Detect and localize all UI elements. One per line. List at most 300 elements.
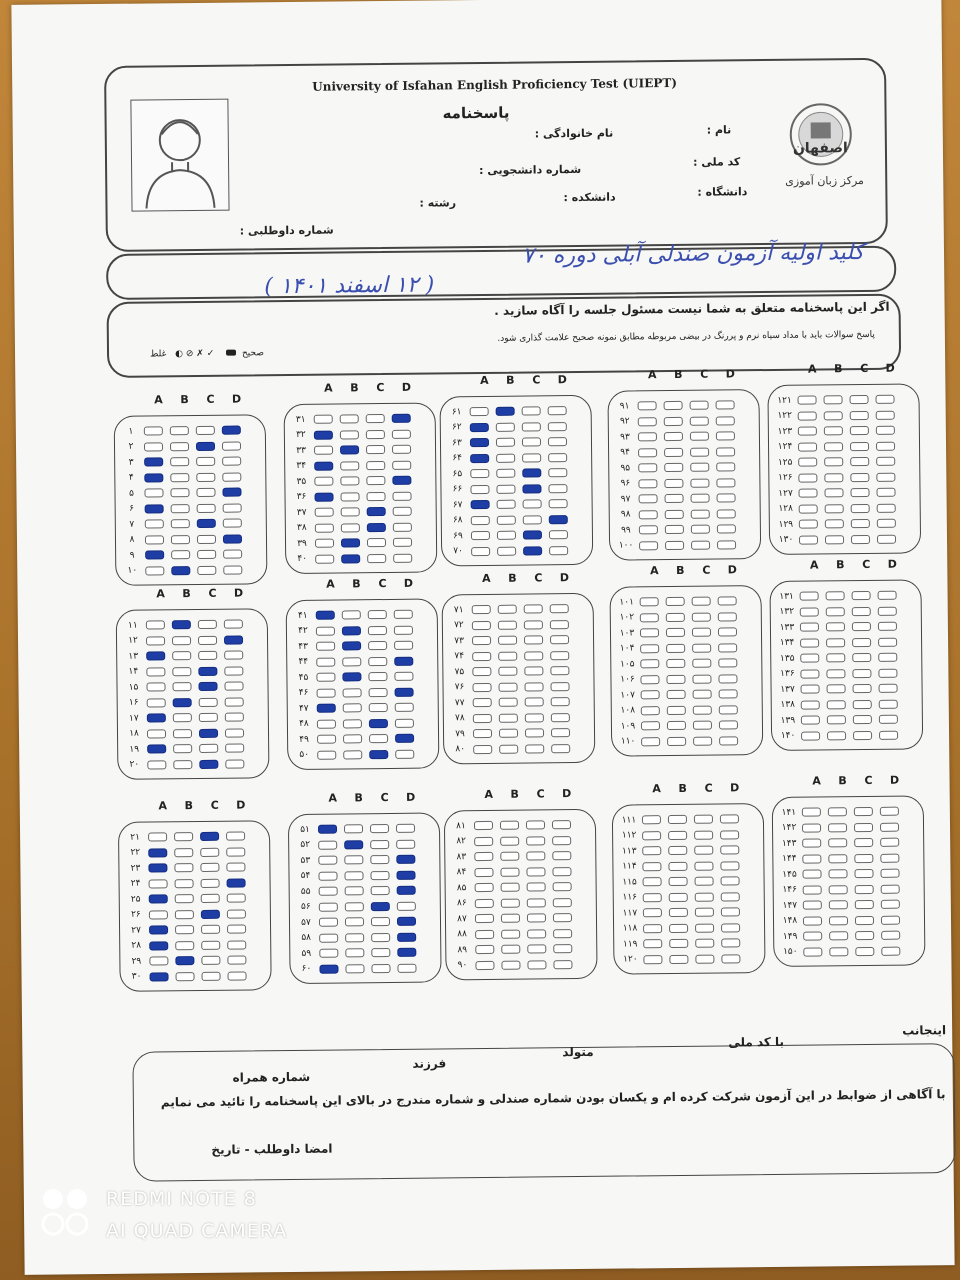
answer-bubble-c[interactable] <box>201 909 220 918</box>
answer-bubble-d[interactable] <box>227 955 246 964</box>
answer-bubble-b[interactable] <box>665 525 684 534</box>
answer-bubble-b[interactable] <box>667 736 686 745</box>
answer-bubble-c[interactable] <box>851 534 870 543</box>
answer-bubble-a[interactable] <box>318 871 337 880</box>
answer-bubble-c[interactable] <box>692 674 711 683</box>
answer-bubble-a[interactable] <box>803 900 822 909</box>
answer-bubble-d[interactable] <box>392 491 411 500</box>
answer-bubble-a[interactable] <box>470 422 489 431</box>
answer-bubble-a[interactable] <box>145 535 164 544</box>
answer-bubble-a[interactable] <box>470 469 489 478</box>
answer-bubble-d[interactable] <box>395 749 414 758</box>
answer-bubble-a[interactable] <box>474 836 493 845</box>
answer-bubble-a[interactable] <box>639 541 658 550</box>
answer-bubble-d[interactable] <box>227 878 246 887</box>
answer-bubble-c[interactable] <box>850 488 869 497</box>
answer-bubble-b[interactable] <box>499 713 518 722</box>
answer-bubble-a[interactable] <box>314 415 333 424</box>
answer-bubble-d[interactable] <box>227 893 246 902</box>
answer-bubble-c[interactable] <box>370 855 389 864</box>
answer-bubble-d[interactable] <box>550 604 569 613</box>
answer-bubble-d[interactable] <box>551 744 570 753</box>
answer-bubble-a[interactable] <box>316 673 335 682</box>
answer-bubble-a[interactable] <box>472 667 491 676</box>
answer-bubble-d[interactable] <box>226 847 245 856</box>
answer-bubble-d[interactable] <box>226 863 245 872</box>
answer-bubble-d[interactable] <box>879 699 898 708</box>
answer-bubble-c[interactable] <box>368 672 387 681</box>
answer-bubble-b[interactable] <box>343 719 362 728</box>
answer-bubble-c[interactable] <box>197 503 216 512</box>
answer-bubble-d[interactable] <box>877 519 896 528</box>
answer-bubble-b[interactable] <box>501 898 520 907</box>
answer-bubble-b[interactable] <box>172 667 191 676</box>
answer-bubble-c[interactable] <box>368 641 387 650</box>
answer-bubble-d[interactable] <box>720 814 739 823</box>
answer-bubble-c[interactable] <box>854 853 873 862</box>
answer-bubble-d[interactable] <box>394 672 413 681</box>
answer-bubble-a[interactable] <box>641 706 660 715</box>
answer-bubble-d[interactable] <box>717 524 736 533</box>
answer-bubble-b[interactable] <box>500 821 519 830</box>
answer-bubble-b[interactable] <box>498 667 517 676</box>
answer-bubble-b[interactable] <box>342 672 361 681</box>
answer-bubble-b[interactable] <box>345 933 364 942</box>
answer-bubble-b[interactable] <box>826 638 845 647</box>
answer-bubble-c[interactable] <box>852 653 871 662</box>
answer-bubble-c[interactable] <box>850 426 869 435</box>
answer-bubble-c[interactable] <box>850 395 869 404</box>
answer-bubble-c[interactable] <box>855 915 874 924</box>
answer-bubble-b[interactable] <box>345 964 364 973</box>
answer-bubble-c[interactable] <box>369 719 388 728</box>
answer-bubble-a[interactable] <box>147 744 166 753</box>
answer-bubble-c[interactable] <box>201 940 220 949</box>
answer-bubble-b[interactable] <box>173 760 192 769</box>
answer-bubble-b[interactable] <box>825 519 844 528</box>
answer-bubble-a[interactable] <box>145 566 164 575</box>
answer-bubble-c[interactable] <box>196 472 215 481</box>
answer-bubble-c[interactable] <box>523 530 542 539</box>
answer-bubble-c[interactable] <box>855 931 874 940</box>
answer-bubble-a[interactable] <box>799 504 818 513</box>
answer-bubble-c[interactable] <box>522 484 541 493</box>
answer-bubble-d[interactable] <box>717 509 736 518</box>
answer-bubble-c[interactable] <box>370 870 389 879</box>
answer-bubble-a[interactable] <box>319 887 338 896</box>
answer-bubble-a[interactable] <box>144 442 163 451</box>
answer-bubble-d[interactable] <box>549 515 568 524</box>
answer-bubble-c[interactable] <box>523 546 542 555</box>
answer-bubble-b[interactable] <box>667 721 686 730</box>
answer-bubble-a[interactable] <box>474 821 493 830</box>
answer-bubble-d[interactable] <box>222 457 241 466</box>
answer-bubble-b[interactable] <box>669 877 688 886</box>
answer-bubble-d[interactable] <box>397 932 416 941</box>
answer-bubble-c[interactable] <box>852 668 871 677</box>
answer-bubble-c[interactable] <box>692 643 711 652</box>
answer-bubble-b[interactable] <box>665 494 684 503</box>
answer-bubble-a[interactable] <box>640 613 659 622</box>
answer-bubble-d[interactable] <box>225 697 244 706</box>
answer-bubble-d[interactable] <box>552 836 571 845</box>
answer-bubble-a[interactable] <box>470 484 489 493</box>
answer-bubble-c[interactable] <box>695 954 714 963</box>
answer-bubble-a[interactable] <box>149 956 168 965</box>
answer-bubble-c[interactable] <box>200 847 219 856</box>
answer-bubble-d[interactable] <box>397 948 416 957</box>
answer-bubble-d[interactable] <box>880 807 899 816</box>
answer-bubble-a[interactable] <box>638 463 657 472</box>
answer-bubble-c[interactable] <box>690 432 709 441</box>
answer-bubble-c[interactable] <box>695 892 714 901</box>
answer-bubble-b[interactable] <box>345 886 364 895</box>
answer-bubble-c[interactable] <box>695 908 714 917</box>
answer-bubble-c[interactable] <box>693 736 712 745</box>
answer-bubble-d[interactable] <box>553 898 572 907</box>
answer-bubble-c[interactable] <box>855 946 874 955</box>
answer-bubble-c[interactable] <box>370 839 389 848</box>
answer-bubble-b[interactable] <box>170 488 189 497</box>
answer-bubble-d[interactable] <box>551 697 570 706</box>
answer-bubble-c[interactable] <box>852 606 871 615</box>
answer-bubble-a[interactable] <box>149 910 168 919</box>
answer-bubble-b[interactable] <box>825 535 844 544</box>
answer-bubble-c[interactable] <box>196 457 215 466</box>
answer-bubble-d[interactable] <box>879 684 898 693</box>
answer-bubble-c[interactable] <box>691 525 710 534</box>
answer-bubble-d[interactable] <box>223 565 242 574</box>
answer-bubble-a[interactable] <box>146 667 165 676</box>
answer-bubble-c[interactable] <box>526 851 545 860</box>
answer-bubble-a[interactable] <box>318 840 337 849</box>
answer-bubble-c[interactable] <box>201 894 220 903</box>
answer-bubble-b[interactable] <box>498 651 517 660</box>
answer-bubble-c[interactable] <box>850 441 869 450</box>
answer-bubble-a[interactable] <box>315 539 334 548</box>
answer-bubble-b[interactable] <box>825 504 844 513</box>
answer-bubble-a[interactable] <box>144 457 163 466</box>
answer-bubble-b[interactable] <box>828 854 847 863</box>
answer-bubble-c[interactable] <box>691 494 710 503</box>
answer-bubble-b[interactable] <box>498 605 517 614</box>
answer-bubble-a[interactable] <box>640 675 659 684</box>
answer-bubble-d[interactable] <box>226 832 245 841</box>
answer-bubble-b[interactable] <box>829 885 848 894</box>
answer-bubble-b[interactable] <box>664 416 683 425</box>
answer-bubble-c[interactable] <box>368 657 387 666</box>
answer-bubble-d[interactable] <box>395 703 414 712</box>
answer-bubble-c[interactable] <box>527 913 546 922</box>
answer-bubble-d[interactable] <box>721 938 740 947</box>
answer-bubble-d[interactable] <box>397 917 416 926</box>
answer-bubble-a[interactable] <box>642 815 661 824</box>
answer-bubble-a[interactable] <box>147 698 166 707</box>
answer-bubble-a[interactable] <box>638 432 657 441</box>
answer-bubble-c[interactable] <box>850 410 869 419</box>
answer-bubble-b[interactable] <box>342 657 361 666</box>
answer-bubble-a[interactable] <box>638 479 657 488</box>
answer-bubble-c[interactable] <box>853 730 872 739</box>
answer-bubble-b[interactable] <box>666 643 685 652</box>
answer-bubble-b[interactable] <box>174 832 193 841</box>
answer-bubble-d[interactable] <box>223 550 242 559</box>
answer-bubble-c[interactable] <box>522 422 541 431</box>
answer-bubble-a[interactable] <box>144 426 163 435</box>
answer-bubble-c[interactable] <box>693 705 712 714</box>
answer-bubble-b[interactable] <box>664 401 683 410</box>
answer-bubble-b[interactable] <box>340 476 359 485</box>
answer-bubble-b[interactable] <box>496 407 515 416</box>
answer-bubble-b[interactable] <box>345 948 364 957</box>
answer-bubble-d[interactable] <box>225 713 244 722</box>
answer-bubble-b[interactable] <box>669 923 688 932</box>
answer-bubble-d[interactable] <box>880 853 899 862</box>
answer-bubble-d[interactable] <box>552 851 571 860</box>
answer-bubble-b[interactable] <box>667 705 686 714</box>
answer-bubble-d[interactable] <box>394 641 413 650</box>
answer-bubble-b[interactable] <box>829 916 848 925</box>
answer-bubble-d[interactable] <box>222 426 241 435</box>
answer-bubble-c[interactable] <box>690 463 709 472</box>
answer-bubble-d[interactable] <box>396 839 415 848</box>
answer-bubble-b[interactable] <box>666 659 685 668</box>
answer-bubble-d[interactable] <box>881 900 900 909</box>
answer-bubble-a[interactable] <box>641 690 660 699</box>
answer-bubble-b[interactable] <box>174 863 193 872</box>
answer-bubble-c[interactable] <box>526 836 545 845</box>
answer-bubble-d[interactable] <box>721 954 740 963</box>
answer-bubble-a[interactable] <box>640 628 659 637</box>
answer-bubble-b[interactable] <box>175 910 194 919</box>
answer-bubble-b[interactable] <box>669 954 688 963</box>
answer-bubble-a[interactable] <box>798 426 817 435</box>
answer-bubble-c[interactable] <box>371 901 390 910</box>
answer-bubble-a[interactable] <box>146 636 165 645</box>
answer-bubble-d[interactable] <box>549 499 568 508</box>
answer-bubble-b[interactable] <box>341 538 360 547</box>
answer-bubble-b[interactable] <box>175 941 194 950</box>
answer-bubble-b[interactable] <box>344 840 363 849</box>
answer-bubble-a[interactable] <box>800 591 819 600</box>
answer-bubble-b[interactable] <box>824 426 843 435</box>
answer-bubble-c[interactable] <box>368 610 387 619</box>
answer-bubble-b[interactable] <box>500 852 519 861</box>
answer-bubble-b[interactable] <box>340 445 359 454</box>
answer-bubble-d[interactable] <box>397 901 416 910</box>
answer-bubble-a[interactable] <box>803 947 822 956</box>
answer-bubble-a[interactable] <box>638 448 657 457</box>
answer-bubble-b[interactable] <box>828 823 847 832</box>
answer-bubble-d[interactable] <box>222 441 241 450</box>
answer-bubble-c[interactable] <box>199 713 218 722</box>
answer-bubble-b[interactable] <box>498 636 517 645</box>
answer-bubble-a[interactable] <box>801 684 820 693</box>
answer-bubble-a[interactable] <box>149 925 168 934</box>
answer-bubble-c[interactable] <box>371 886 390 895</box>
answer-bubble-a[interactable] <box>799 535 818 544</box>
answer-bubble-a[interactable] <box>802 854 821 863</box>
answer-bubble-a[interactable] <box>317 719 336 728</box>
answer-bubble-c[interactable] <box>367 554 386 563</box>
answer-bubble-b[interactable] <box>340 430 359 439</box>
answer-bubble-d[interactable] <box>881 931 900 940</box>
answer-bubble-d[interactable] <box>550 682 569 691</box>
answer-bubble-c[interactable] <box>526 820 545 829</box>
answer-bubble-d[interactable] <box>548 453 567 462</box>
answer-bubble-a[interactable] <box>643 893 662 902</box>
answer-bubble-a[interactable] <box>638 417 657 426</box>
answer-bubble-b[interactable] <box>669 892 688 901</box>
answer-bubble-b[interactable] <box>498 620 517 629</box>
answer-bubble-c[interactable] <box>692 659 711 668</box>
answer-bubble-d[interactable] <box>878 637 897 646</box>
answer-bubble-d[interactable] <box>720 830 739 839</box>
answer-bubble-a[interactable] <box>146 682 165 691</box>
answer-bubble-d[interactable] <box>721 907 740 916</box>
answer-bubble-c[interactable] <box>855 884 874 893</box>
answer-bubble-a[interactable] <box>146 620 165 629</box>
answer-bubble-a[interactable] <box>146 651 165 660</box>
answer-bubble-c[interactable] <box>371 932 390 941</box>
answer-bubble-d[interactable] <box>717 540 736 549</box>
answer-bubble-d[interactable] <box>879 715 898 724</box>
answer-bubble-c[interactable] <box>850 472 869 481</box>
answer-bubble-d[interactable] <box>878 622 897 631</box>
answer-bubble-b[interactable] <box>343 750 362 759</box>
answer-bubble-d[interactable] <box>718 658 737 667</box>
answer-bubble-d[interactable] <box>549 546 568 555</box>
answer-bubble-c[interactable] <box>850 457 869 466</box>
answer-bubble-a[interactable] <box>150 972 169 981</box>
answer-bubble-b[interactable] <box>829 931 848 940</box>
answer-bubble-c[interactable] <box>199 697 218 706</box>
answer-bubble-d[interactable] <box>881 884 900 893</box>
answer-bubble-a[interactable] <box>643 939 662 948</box>
answer-bubble-d[interactable] <box>880 838 899 847</box>
answer-bubble-b[interactable] <box>171 535 190 544</box>
answer-bubble-a[interactable] <box>315 523 334 532</box>
answer-bubble-d[interactable] <box>716 400 735 409</box>
answer-bubble-a[interactable] <box>475 960 494 969</box>
answer-bubble-a[interactable] <box>643 908 662 917</box>
answer-bubble-d[interactable] <box>228 971 247 980</box>
answer-bubble-d[interactable] <box>551 728 570 737</box>
answer-bubble-c[interactable] <box>198 620 217 629</box>
answer-bubble-a[interactable] <box>319 949 338 958</box>
answer-bubble-b[interactable] <box>666 597 685 606</box>
answer-bubble-b[interactable] <box>173 744 192 753</box>
answer-bubble-b[interactable] <box>829 900 848 909</box>
answer-bubble-c[interactable] <box>198 682 217 691</box>
answer-bubble-a[interactable] <box>147 729 166 738</box>
answer-bubble-a[interactable] <box>314 430 333 439</box>
answer-bubble-d[interactable] <box>223 534 242 543</box>
answer-bubble-d[interactable] <box>395 718 414 727</box>
answer-bubble-b[interactable] <box>497 531 516 540</box>
answer-bubble-d[interactable] <box>718 627 737 636</box>
answer-bubble-b[interactable] <box>344 855 363 864</box>
answer-bubble-a[interactable] <box>147 760 166 769</box>
answer-bubble-a[interactable] <box>803 885 822 894</box>
answer-bubble-c[interactable] <box>853 684 872 693</box>
answer-bubble-d[interactable] <box>224 620 243 629</box>
answer-bubble-d[interactable] <box>223 519 242 528</box>
answer-bubble-b[interactable] <box>341 507 360 516</box>
answer-bubble-a[interactable] <box>642 862 661 871</box>
answer-bubble-c[interactable] <box>523 499 542 508</box>
answer-bubble-a[interactable] <box>798 442 817 451</box>
answer-bubble-c[interactable] <box>200 832 219 841</box>
answer-bubble-b[interactable] <box>664 432 683 441</box>
answer-bubble-a[interactable] <box>475 929 494 938</box>
answer-bubble-a[interactable] <box>639 510 658 519</box>
answer-bubble-c[interactable] <box>522 453 541 462</box>
answer-bubble-a[interactable] <box>315 508 334 517</box>
answer-bubble-c[interactable] <box>852 622 871 631</box>
answer-bubble-a[interactable] <box>801 715 820 724</box>
answer-bubble-b[interactable] <box>666 674 685 683</box>
answer-bubble-c[interactable] <box>852 637 871 646</box>
answer-bubble-d[interactable] <box>719 705 738 714</box>
answer-bubble-d[interactable] <box>552 820 571 829</box>
answer-bubble-c[interactable] <box>855 900 874 909</box>
answer-bubble-b[interactable] <box>501 883 520 892</box>
answer-bubble-c[interactable] <box>853 715 872 724</box>
answer-bubble-d[interactable] <box>394 625 413 634</box>
answer-bubble-b[interactable] <box>171 504 190 513</box>
answer-bubble-a[interactable] <box>148 863 167 872</box>
answer-bubble-d[interactable] <box>876 426 895 435</box>
answer-bubble-a[interactable] <box>641 721 660 730</box>
answer-bubble-d[interactable] <box>720 861 739 870</box>
answer-bubble-d[interactable] <box>224 651 243 660</box>
answer-bubble-c[interactable] <box>693 690 712 699</box>
answer-bubble-d[interactable] <box>393 507 412 516</box>
answer-bubble-b[interactable] <box>499 744 518 753</box>
answer-bubble-c[interactable] <box>695 923 714 932</box>
answer-bubble-b[interactable] <box>497 500 516 509</box>
answer-bubble-d[interactable] <box>877 534 896 543</box>
answer-bubble-d[interactable] <box>716 478 735 487</box>
answer-bubble-b[interactable] <box>665 509 684 518</box>
answer-bubble-c[interactable] <box>526 867 545 876</box>
answer-bubble-c[interactable] <box>527 929 546 938</box>
answer-bubble-a[interactable] <box>475 883 494 892</box>
answer-bubble-b[interactable] <box>342 626 361 635</box>
answer-bubble-a[interactable] <box>643 877 662 886</box>
answer-bubble-b[interactable] <box>664 463 683 472</box>
answer-bubble-a[interactable] <box>314 477 333 486</box>
answer-bubble-b[interactable] <box>828 869 847 878</box>
answer-bubble-c[interactable] <box>366 461 385 470</box>
answer-bubble-c[interactable] <box>527 944 546 953</box>
answer-bubble-c[interactable] <box>366 445 385 454</box>
answer-bubble-b[interactable] <box>172 682 191 691</box>
answer-bubble-b[interactable] <box>824 457 843 466</box>
answer-bubble-b[interactable] <box>172 620 191 629</box>
answer-bubble-a[interactable] <box>314 492 333 501</box>
answer-bubble-c[interactable] <box>201 878 220 887</box>
answer-bubble-a[interactable] <box>475 914 494 923</box>
answer-bubble-d[interactable] <box>716 431 735 440</box>
answer-bubble-d[interactable] <box>225 744 244 753</box>
answer-bubble-d[interactable] <box>878 668 897 677</box>
answer-bubble-c[interactable] <box>198 651 217 660</box>
answer-bubble-c[interactable] <box>692 597 711 606</box>
answer-bubble-c[interactable] <box>690 416 709 425</box>
answer-bubble-b[interactable] <box>501 945 520 954</box>
